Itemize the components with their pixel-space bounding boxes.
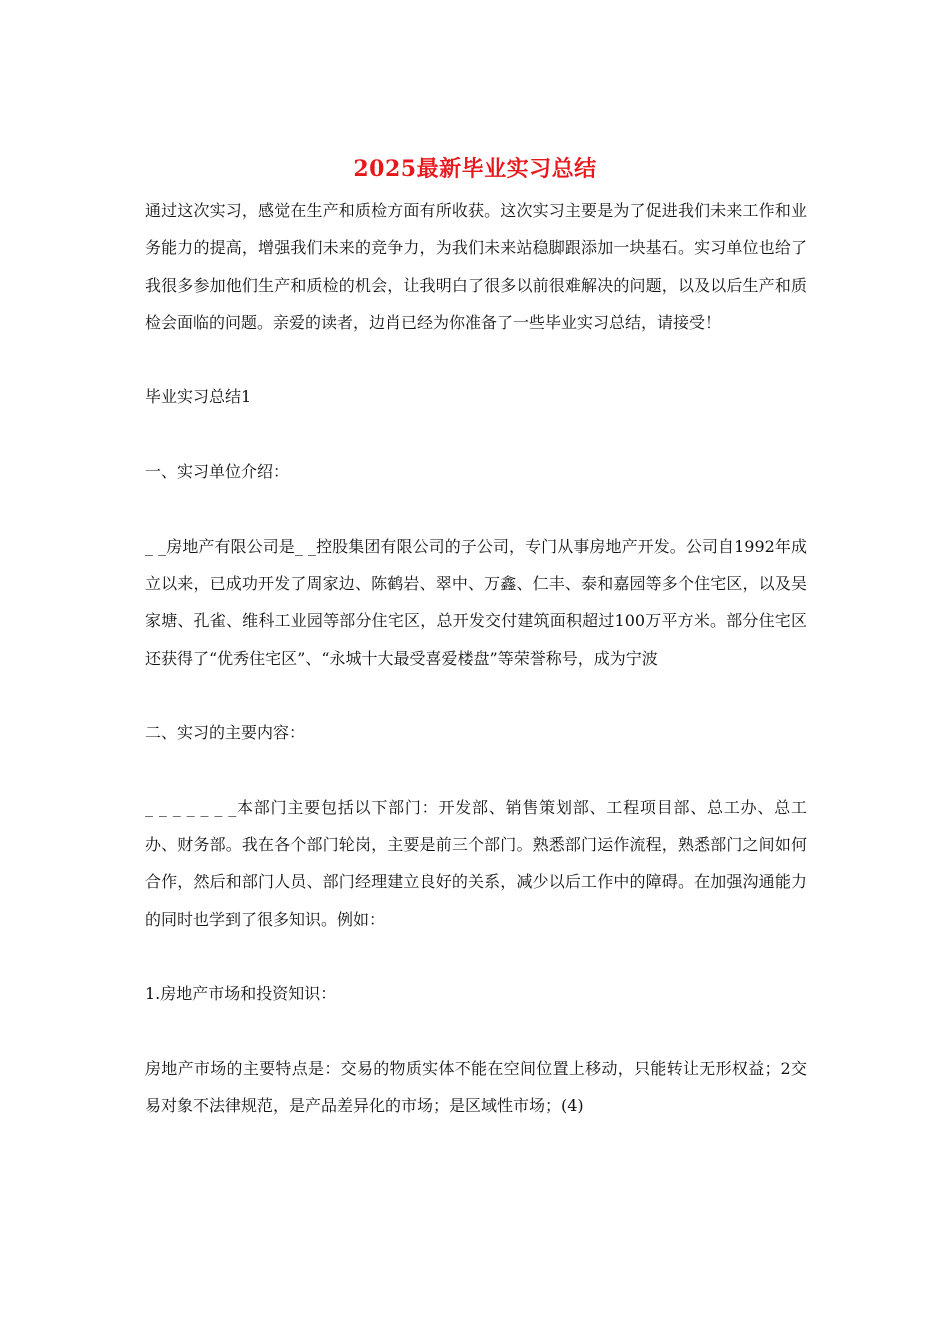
section-heading-company-intro: 一、实习单位介绍： [145,462,290,482]
company-intro-paragraph: _ _房地产有限公司是_ _控股集团有限公司的子公司，专门从事房地产开发。公司自1992年成立以来，已成功开发了周家边、陈鹤岩、翠中、万鑫、仁丰、泰和嘉园等多个住宅区，以及吴家塘、孔雀、维科工业园等部分住宅区，总开发交付建筑面积超过100万平方米。部分住宅区还获得了“优秀住宅区”、“永城十大最受喜爱楼盘”等荣誉称号，成为宁波 [145,536,807,668]
intro-paragraph: 通过这次实习，感觉在生产和质检方面有所收获。这次实习主要是为了促进我们未来工作和业务能力的提高，增强我们未来的竞争力，为我们未来站稳脚跟添加一块基石。实习单位也给了我很多参加他们生产和质检的机会，让我明白了很多以前很难解决的问题，以及以后生产和质检会面临的问题。亲爱的读者，边肖已经为你准备了一些毕业实习总结，请接受！ [145,201,807,332]
subheading-real-estate-market: 1.房地产市场和投资知识： [145,984,337,1004]
real-estate-market-paragraph: 房地产市场的主要特点是：交易的物质实体不能在空间位置上移动，只能转让无形权益；2交易对象不法律规范，是产品差异化的市场；是区域性市场；(4) [145,1058,807,1116]
document-title: 2025最新毕业实习总结 [353,156,597,182]
departments-paragraph: _ _ _ _ _ _ _本部门主要包括以下部门：开发部、销售策划部、工程项目部、总工办、总工办、财务部。我在各个部门轮岗，主要是前三个部门。熟悉部门运作流程，熟悉部门之间如何合作，然后和部门人员、部门经理建立良好的关系，减少以后工作中的障碍。在加强沟通能力的同时也学到了很多知识。例如： [145,797,807,929]
document-body [145,192,807,1124]
section-heading-summary-1: 毕业实习总结1 [145,387,252,407]
section-heading-main-content: 二、实习的主要内容： [145,723,306,743]
